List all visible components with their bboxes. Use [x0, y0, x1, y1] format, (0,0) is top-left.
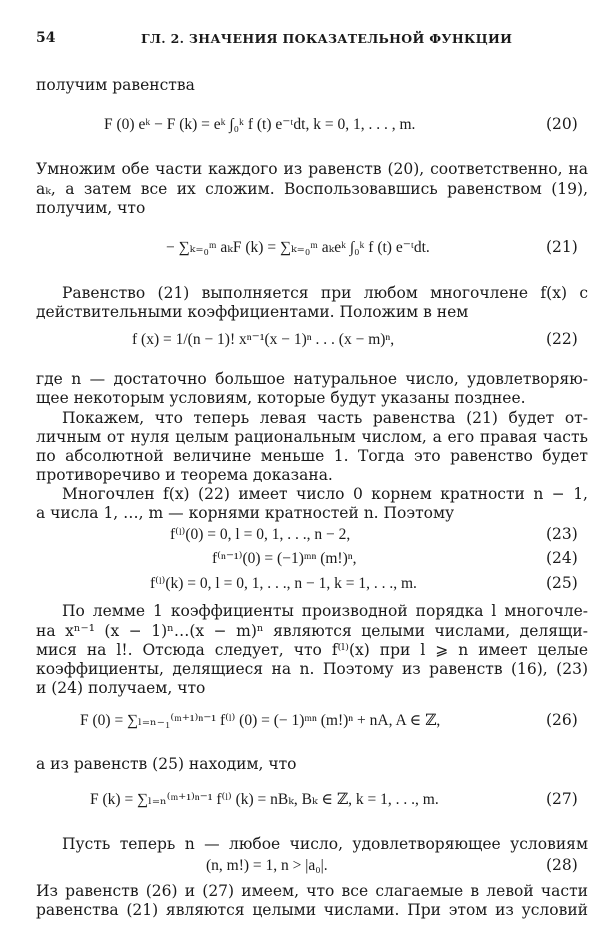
equation-number-22: (22)	[546, 330, 578, 348]
equation-25: f⁽ˡ⁾(k) = 0, l = 0, 1, . . ., n − 1, k = 1, . . ., m.	[150, 575, 417, 592]
text-line: aₖ, а затем все их сложим. Воспользовавшись равенством (19),	[36, 180, 588, 198]
equation-number-20: (20)	[546, 115, 578, 133]
equation-27: F (k) = ∑ₗ₌ₙ⁽ᵐ⁺¹⁾ⁿ⁻¹ f⁽ˡ⁾ (k) = nBₖ, Bₖ ∈ ℤ, k = 1, . . ., m.	[90, 791, 439, 808]
page-header	[36, 30, 584, 48]
text-line: коэффициенты, делящиеся на n. Поэтому из равенств (16), (23)	[36, 660, 588, 678]
text-line: а числа 1, …, m — корнями кратностей n. Поэтому	[36, 504, 455, 522]
equation-21: − ∑ₖ₌₀ᵐ aₖF (k) = ∑ₖ₌₀ᵐ aₖeᵏ ∫₀ᵏ f (t) e⁻ᵗdt.	[166, 239, 430, 256]
equation-22: f (x) = 1/(n − 1)! xⁿ⁻¹(x − 1)ⁿ . . . (x − m)ⁿ,	[132, 331, 395, 348]
text-line: мися на l!. Отсюда следует, что f⁽ˡ⁾(x) при l ⩾ n имеет целые	[36, 641, 588, 659]
text-line: на xⁿ⁻¹ (x − 1)ⁿ…(x − m)ⁿ являются целыми числами, делящи-	[36, 622, 588, 640]
text-line: а из равенств (25) находим, что	[36, 755, 297, 773]
page-number: 54	[36, 30, 56, 46]
equation-20: F (0) eᵏ − F (k) = eᵏ ∫₀ᵏ f (t) e⁻ᵗdt, k = 0, 1, . . . , m.	[104, 116, 416, 133]
text-line: По лемме 1 коэффициенты производной порядка l многочле-	[62, 602, 588, 620]
text-line: Умножим обе части каждого из равенств (20), соответственно, на	[36, 160, 588, 178]
text-line: Покажем, что теперь левая часть равенства (21) будет от-	[62, 409, 588, 427]
equation-number-27: (27)	[546, 790, 578, 808]
text-line: по абсолютной величине меньше 1. Тогда это равенство будет	[36, 447, 588, 465]
equation-23: f⁽ˡ⁾(0) = 0, l = 0, 1, . . ., n − 2,	[170, 526, 351, 543]
equation-number-28: (28)	[546, 856, 578, 874]
equation-26: F (0) = ∑ₗ₌ₙ₋₁⁽ᵐ⁺¹⁾ⁿ⁻¹ f⁽ˡ⁾ (0) = (− 1)ᵐⁿ (m!)ⁿ + nA, A ∈ ℤ,	[80, 712, 441, 729]
text-line: равенства (21) являются целыми числами. При этом из условий	[36, 901, 588, 919]
text-line: Многочлен f(x) (22) имеет число 0 корнем кратности n − 1,	[62, 485, 588, 503]
text-line: и (24) получаем, что	[36, 679, 206, 697]
text-line: Пусть теперь n — любое число, удовлетворяющее условиям	[62, 835, 588, 853]
text-line: получим равенства	[36, 76, 195, 94]
equation-number-25: (25)	[546, 574, 578, 592]
text-line: Равенство (21) выполняется при любом многочлене f(x) с	[62, 284, 588, 302]
equation-number-23: (23)	[546, 525, 578, 543]
equation-number-21: (21)	[546, 238, 578, 256]
text-line: действительными коэффициентами. Положим в нем	[36, 303, 469, 321]
text-line: щее некоторым условиям, которые будут указаны позднее.	[36, 389, 526, 407]
equation-28: (n, m!) = 1, n > |a₀|.	[206, 857, 328, 874]
text-line: противоречиво и теорема доказана.	[36, 466, 333, 484]
equation-number-26: (26)	[546, 711, 578, 729]
equation-24: f⁽ⁿ⁻¹⁾(0) = (−1)ᵐⁿ (m!)ⁿ,	[212, 550, 357, 567]
text-line: Из равенств (26) и (27) имеем, что все слагаемые в левой части	[36, 882, 588, 900]
text-line: где n — достаточно большое натуральное число, удовлетворяю-	[36, 370, 588, 388]
running-title: ГЛ. 2. ЗНАЧЕНИЯ ПОКАЗАТЕЛЬНОЙ ФУНКЦИИ	[141, 31, 513, 46]
text-line: личным от нуля целым рациональным числом, а его правая часть	[36, 428, 588, 446]
equation-number-24: (24)	[546, 549, 578, 567]
text-line: получим, что	[36, 199, 146, 217]
